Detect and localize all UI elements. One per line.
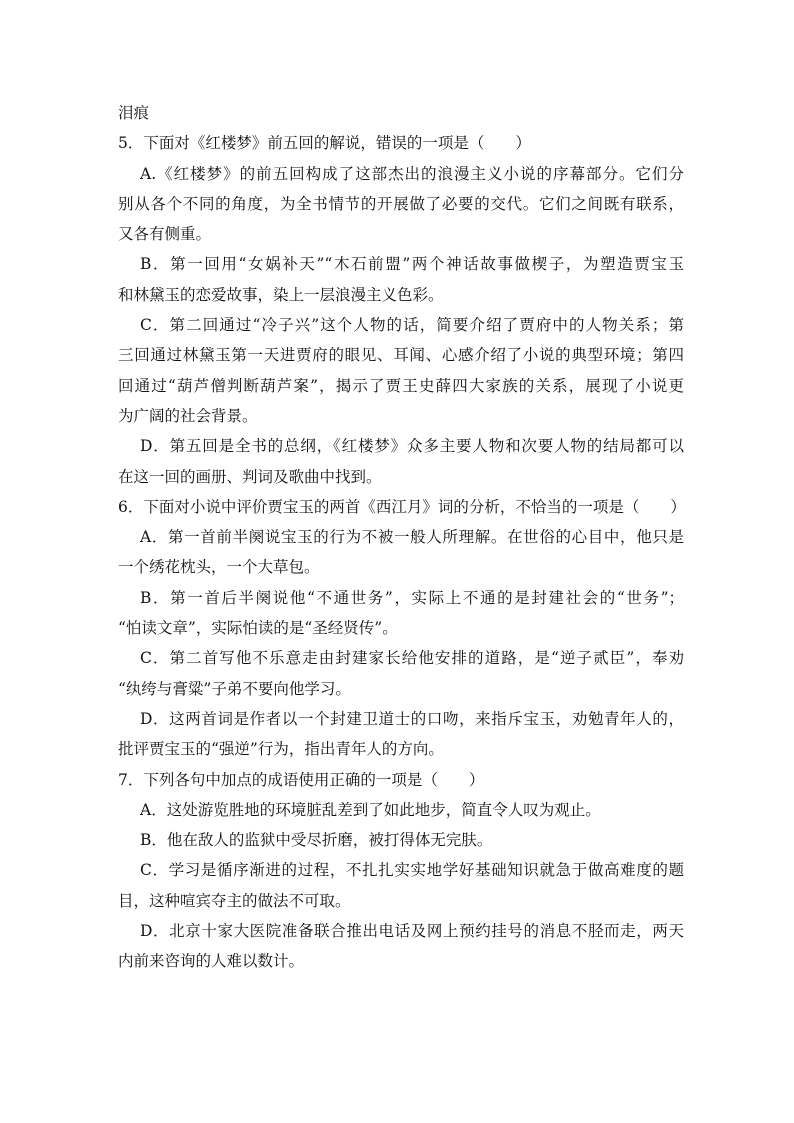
option-line: 一个绣花枕头，一个大草包。 <box>118 558 320 577</box>
option-line: 批评贾宝玉的“强逆”行为，指出青年人的方向。 <box>118 740 444 759</box>
option-line: D．这两首词是作者以一个封建卫道士的口吻，来指斥宝玉，劝勉青年人的， <box>140 709 684 728</box>
option-a <box>118 795 684 825</box>
question-stem: 6．下面对小说中评价贾宝玉的两首《西江月》词的分析，不恰当的一项是（ ） <box>118 497 686 516</box>
option-line: B．第一回用“女娲补天”“木石前盟”两个神话故事做楔子，为塑造贾宝玉 <box>140 255 684 274</box>
option-c <box>118 855 684 916</box>
option-d <box>118 431 684 492</box>
option-d <box>118 704 684 765</box>
option-line: 为广阔的社会背景。 <box>118 406 258 425</box>
option-line: A．这处游览胜地的环境脏乱差到了如此地步，简直令人叹为观止。 <box>140 800 601 819</box>
option-line: 又各有侧重。 <box>118 225 212 244</box>
option-line: B．他在敌人的监狱中受尽折磨，被打得体无完肤。 <box>140 831 493 850</box>
option-line: C．学习是循序渐进的过程，不扎扎实实地学好基础知识就急于做高难度的题 <box>140 861 684 880</box>
option-line: C．第二回通过“冷子兴”这个人物的话，简要介绍了贾府中的人物关系；第 <box>140 316 684 335</box>
option-line: 回通过“葫芦僧判断葫芦案”，揭示了贾王史薛四大家族的关系，展现了小说更 <box>118 376 684 395</box>
question-7 <box>118 765 684 977</box>
option-a <box>118 522 684 583</box>
question-5 <box>118 128 684 492</box>
option-line: A．第一首前半阕说宝玉的行为不被一般人所理解。在世俗的心目中，他只是 <box>140 528 684 547</box>
option-line: 和林黛玉的恋爱故事，染上一层浪漫主义色彩。 <box>118 285 444 304</box>
option-line: D．北京十家大医院准备联合推出电话及网上预约挂号的消息不胫而走，两天 <box>140 922 684 941</box>
question-stem: 7．下列各句中加点的成语使用正确的一项是（ ） <box>118 770 485 789</box>
option-c <box>118 310 684 431</box>
option-line: 别从各个不同的角度，为全书情节的开展做了必要的交代。它们之间既有联系， <box>118 194 684 213</box>
option-b <box>118 583 684 644</box>
option-line: B．第一首后半阕说他“不通世务”，实际上不通的是封建社会的“世务”； <box>140 588 684 607</box>
option-line: A.《红楼梦》的前五回构成了这部杰出的浪漫主义小说的序幕部分。它们分 <box>140 164 684 183</box>
page-content <box>118 98 684 977</box>
question-6 <box>118 492 684 765</box>
option-line: D．第五回是全书的总纲，《红楼梦》众多主要人物和次要人物的结局都可以 <box>140 437 684 456</box>
option-a <box>118 159 684 250</box>
option-line: 三回通过林黛玉第一天进贾府的眼见、耳闻、心感介绍了小说的典型环境；第四 <box>118 346 684 365</box>
option-b <box>118 249 684 310</box>
option-line: 在这一回的画册、判词及歌曲中找到。 <box>118 467 382 486</box>
option-line: “怕读文章”，实际怕读的是“圣经贤传”。 <box>118 619 398 638</box>
text-fragment: 泪痕 <box>118 104 150 122</box>
option-line: C．第二首写他不乐意走由封建家长给他安排的道路，是“逆子贰臣”，奉劝 <box>140 649 684 668</box>
question-stem: 5．下面对《红楼梦》前五回的解说，错误的一项是（ ） <box>118 134 531 153</box>
option-d <box>118 916 684 977</box>
option-line: 内前来咨询的人难以数计。 <box>118 952 305 971</box>
option-line: “纨绔与膏粱”子弟不要向他学习。 <box>118 679 351 698</box>
option-b <box>118 825 684 855</box>
option-line: 目，这种喧宾夺主的做法不可取。 <box>118 891 351 910</box>
option-c <box>118 643 684 704</box>
